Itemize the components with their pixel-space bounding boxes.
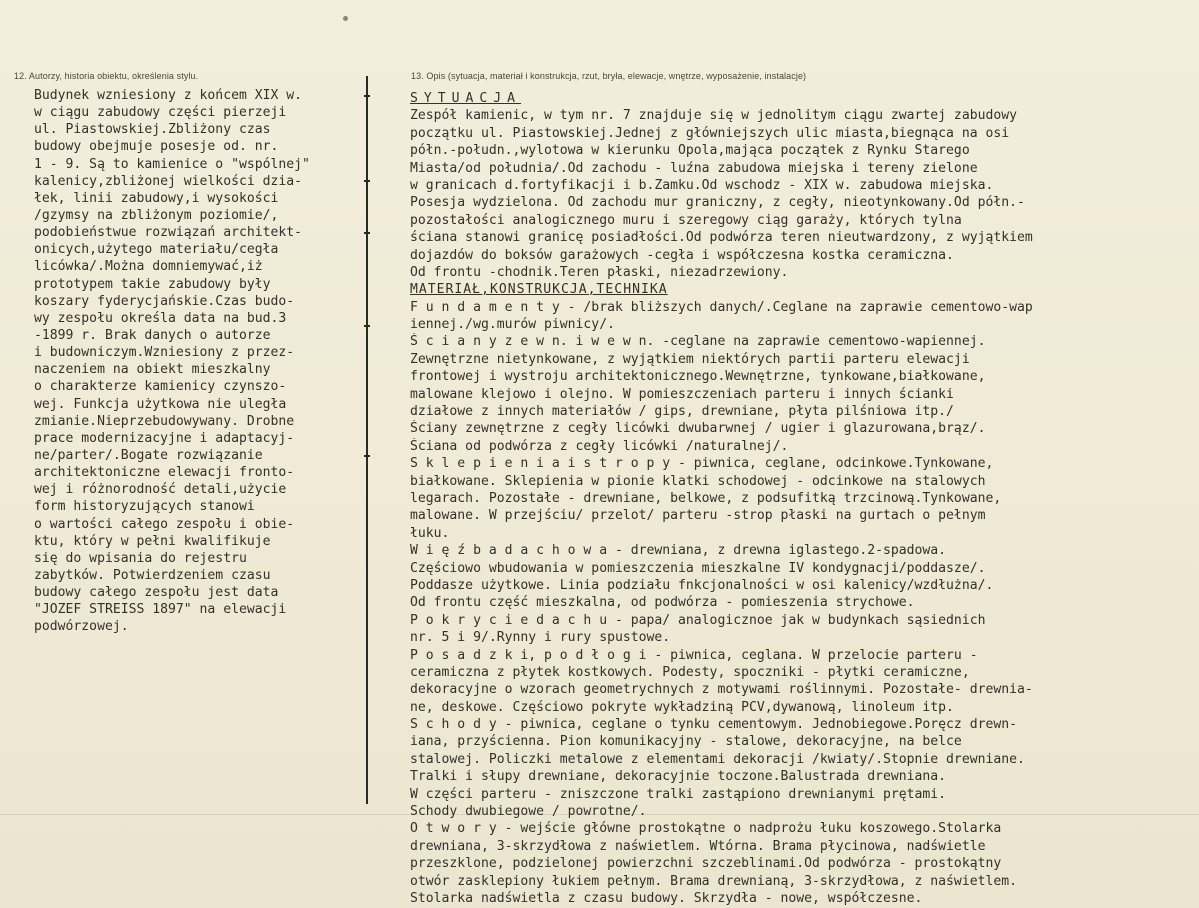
text-line: "JOZEF STREISS 1897" na elewacji bbox=[34, 602, 287, 618]
text-line: prace modernizacyjne i adaptacyj- bbox=[34, 430, 295, 446]
text-line: otwór zasklepiony łukiem pełnym. Brama drewnianą, 3-skrzydłowa, z naświetlem. bbox=[410, 873, 1017, 889]
text-line: Od frontu część mieszkalna, od podwórza - pomieszenia strychowe. bbox=[410, 595, 915, 611]
text-line: naczeniem na obiekt mieszkalny bbox=[34, 362, 271, 378]
text-line: zabytków. Potwierdzeniem czasu bbox=[34, 567, 271, 583]
text-line: -1899 r. Brak danych o autorze bbox=[34, 327, 271, 343]
text-line: S c h o d y - piwnica, ceglane o tynku cementowym. Jednobiegowe.Poręcz drewn- bbox=[410, 717, 1017, 733]
text-line: Tralki i słupy drewniane, dekoracyjnie toczone.Balustrada drewniana. bbox=[410, 769, 947, 785]
text-line: koszary fyderycjańskie.Czas budo- bbox=[34, 293, 295, 309]
text-line: podobieństwue rozwiązań architekt- bbox=[34, 225, 303, 241]
text-line: legarach. Pozostałe - drewniane, belkowe, z podsufitką trzcinową.Tynkowane, bbox=[410, 490, 1002, 506]
text-line: dojazdów do boksów garażowych -cegła i współczesna kostka ceramiczna. bbox=[410, 247, 954, 263]
text-line: ne/parter/.Bogate rozwiązanie bbox=[34, 447, 263, 463]
text-line: o wartości całego zespołu i obie- bbox=[34, 516, 295, 532]
text-line: białkowane. Sklepienia w pionie klatki schodowej - odcinkowe na stalowych bbox=[410, 473, 986, 489]
text-line: półn.-połudn.,wylotowa w kierunku Opola,mająca początek z Rynku Starego bbox=[410, 143, 970, 159]
text-line: nr. 5 i 9/.Rynny i rury spustowe. bbox=[410, 630, 671, 646]
text-line: Schody dwubiegowe / powrotne/. bbox=[410, 804, 647, 820]
text-line: Stolarka nadświetla z czasu budowy. Skrzydła - nowe, współczesne. bbox=[410, 890, 923, 906]
text-line: Od frontu -chodnik.Teren płaski, niezadrzewiony. bbox=[410, 264, 789, 280]
text-line: Ś c i a n y z e w n. i w e w n. -ceglane na zaprawie cementowo-wapiennej. bbox=[410, 334, 986, 350]
text-line: przeszklone, podzielonej powierzchni szczeblinami.Od podwórza - prostokątny bbox=[410, 856, 1002, 872]
column-divider bbox=[366, 76, 368, 804]
text-line: wej. Funkcja użytkowa nie uległa bbox=[34, 396, 287, 412]
text-line: Zespół kamienic, w tym nr. 7 znajduje się w jednolitym ciągu zwartej zabudowy bbox=[410, 108, 1017, 124]
text-line: i budowniczym.Wzniesiony z przez- bbox=[34, 345, 295, 361]
text-line: ne, deskowe. Częściowo pokryte wykładziną PCV,dywanową, linoleum itp. bbox=[410, 699, 954, 715]
text-line: się do wpisania do rejestru bbox=[34, 550, 247, 566]
text-line: form historyzujących stanowi bbox=[34, 499, 255, 515]
text-line: Miasta/od południa/.Od zachodu - luźna zabudowa miejska i tereny zielone bbox=[410, 160, 978, 176]
text-line: budowy całego zespołu jest data bbox=[34, 585, 279, 601]
text-line: malowane. W przejściu/ przelot/ parteru -strop płaski na gurtach o pełnym bbox=[410, 508, 986, 524]
text-line: w ciągu zabudowy części pierzeji bbox=[34, 105, 287, 121]
text-line: Posesja wydzielona. Od zachodu mur graniczny, z cegły, nieotynkowany.Od półn.- bbox=[410, 195, 1025, 211]
text-line: łuku. bbox=[410, 525, 450, 541]
text-line: Ściany zewnętrzne z cegły licówki dwubarwnej / ugier i glazurowana,brąz/. bbox=[410, 421, 986, 437]
text-line: 1 - 9. Są to kamienice o "wspólnej" bbox=[34, 156, 310, 172]
text-line: ul. Piastowskiej.Zbliżony czas bbox=[34, 122, 271, 138]
text-line: Ściana od podwórza z cegły licówki /naturalnej/. bbox=[410, 438, 789, 454]
history-text-column bbox=[34, 87, 366, 636]
text-line: O t w o r y - wejście główne prostokątne o nadprożu łuku koszowego.Stolarka bbox=[410, 821, 1002, 837]
text-line: ściana stanowi granicę posiadłości.Od podwórza teren nieutwardzony, z wyjątkiem bbox=[410, 230, 1033, 246]
text-line: łek, linii zabudowy,i wysokości bbox=[34, 190, 279, 206]
text-line: iennej./wg.murów piwnicy/. bbox=[410, 317, 615, 333]
text-line: Zewnętrzne nietynkowane, z wyjątkiem niektórych partii parteru elewacji bbox=[410, 351, 970, 367]
paper-mark bbox=[343, 16, 348, 21]
text-line: dekoracyjne o wzorach geometrychnych z motywami roślinnymi. Pozostałe- drewnia- bbox=[410, 682, 1033, 698]
text-line: początku ul. Piastowskiej.Jednej z główniejszych ulic miasta,biegnąca na osi bbox=[410, 125, 1010, 141]
text-line: stalowej. Policzki metalowe z elementami dekoracji /kwiaty/.Stopnie drewniane. bbox=[410, 751, 1025, 767]
text-line: P o s a d z k i, p o d ł o g i - piwnica, ceglana. W przelocie parteru - bbox=[410, 647, 978, 663]
text-line: onicych,użytego materiału/cegła bbox=[34, 242, 279, 258]
text-line: kalenicy,zbliżonej wielkości dzia- bbox=[34, 173, 303, 189]
text-line: wy zespołu określa data na bud.3 bbox=[34, 310, 287, 326]
text-line: F u n d a m e n t y - /brak bliższych danych/.Ceglane na zaprawie cementowo-wap bbox=[410, 299, 1033, 315]
text-line: prototypem takie zabudowy były bbox=[34, 276, 271, 292]
description-text-column bbox=[410, 90, 1198, 907]
text-line: drewniana, 3-skrzydłowa z naświetlem. Wtórna. Brama płycinowa, nadświetle bbox=[410, 838, 986, 854]
section-title-material: MATERIAŁ,KONSTRUKCJA,TECHNIKA bbox=[410, 282, 668, 298]
text-line: W części parteru - zniszczone tralki zastąpiono drewnianymi prętami. bbox=[410, 786, 947, 802]
text-line: ktu, który w pełni kwalifikuje bbox=[34, 533, 271, 549]
text-line: /gzymsy na zbliżonym poziomie/, bbox=[34, 207, 279, 223]
text-line: w granicach d.fortyfikacji i b.Zamku.Od wschodz - XIX w. zabudowa miejska. bbox=[410, 177, 994, 193]
text-line: wej i różnorodność detali,użycie bbox=[34, 482, 287, 498]
text-line: architektoniczne elewacji fronto- bbox=[34, 465, 295, 481]
section-13-header: 13. Opis (sytuacja, materiał i konstrukcja, rzut, bryła, elewacje, wnętrze, wyposażenie, instalacje) bbox=[411, 71, 807, 81]
text-line: Częściowo wbudowania w pomieszczenia mieszkalne IV kondygnacji/poddasze/. bbox=[410, 560, 986, 576]
text-line: licówka/.Można domniemywać,iż bbox=[34, 259, 263, 275]
text-line: Budynek wzniesiony z końcem XIX w. bbox=[34, 88, 303, 103]
text-line: malowane klejowo i olejno. W pomieszczeniach parteru i innych ścianki bbox=[410, 386, 954, 402]
section-12-header: 12. Autorzy, historia obiektu, określenia stylu. bbox=[14, 71, 199, 81]
text-line: iana, przyścienna. Pion komunikacyjny - stalowe, dekoracyjne, na belce bbox=[410, 734, 962, 750]
section-title-situation: SYTUACJA bbox=[410, 91, 522, 106]
text-line: P o k r y c i e d a c h u - papa/ analogicznoe jak w budynkach sąsiednich bbox=[410, 612, 986, 628]
text-line: Poddasze użytkowe. Linia podziału fnkcjonalności w osi kalenicy/wzdłużna/. bbox=[410, 577, 994, 593]
text-line: frontowej i wystroju architektonicznego.Wewnętrzne, tynkowane,białkowane, bbox=[410, 369, 986, 385]
text-line: W i ę ź b a d a c h o w a - drewniana, z drewna iglastego.2-spadowa. bbox=[410, 543, 947, 559]
text-line: działowe z innych materiałów / gips, drewniane, płyta pilśniowa itp./ bbox=[410, 404, 954, 420]
text-line: budowy obejmuje posesje od. nr. bbox=[34, 139, 279, 155]
text-line: podwórzowej. bbox=[34, 619, 129, 635]
text-line: ceramiczna z płytek kostkowych. Podesty, spoczniki - płytki ceramiczne, bbox=[410, 664, 970, 680]
text-line: zmianie.Nieprzebudowywany. Drobne bbox=[34, 413, 295, 429]
text-line: o charakterze kamienicy czynszo- bbox=[34, 379, 287, 395]
text-line: S k l e p i e n i a i s t r o p y - piwnica, ceglane, odcinkowe.Tynkowane, bbox=[410, 456, 994, 472]
text-line: pozostałości analogicznego muru i szeregowy ciąg garaży, których tylna bbox=[410, 212, 962, 228]
